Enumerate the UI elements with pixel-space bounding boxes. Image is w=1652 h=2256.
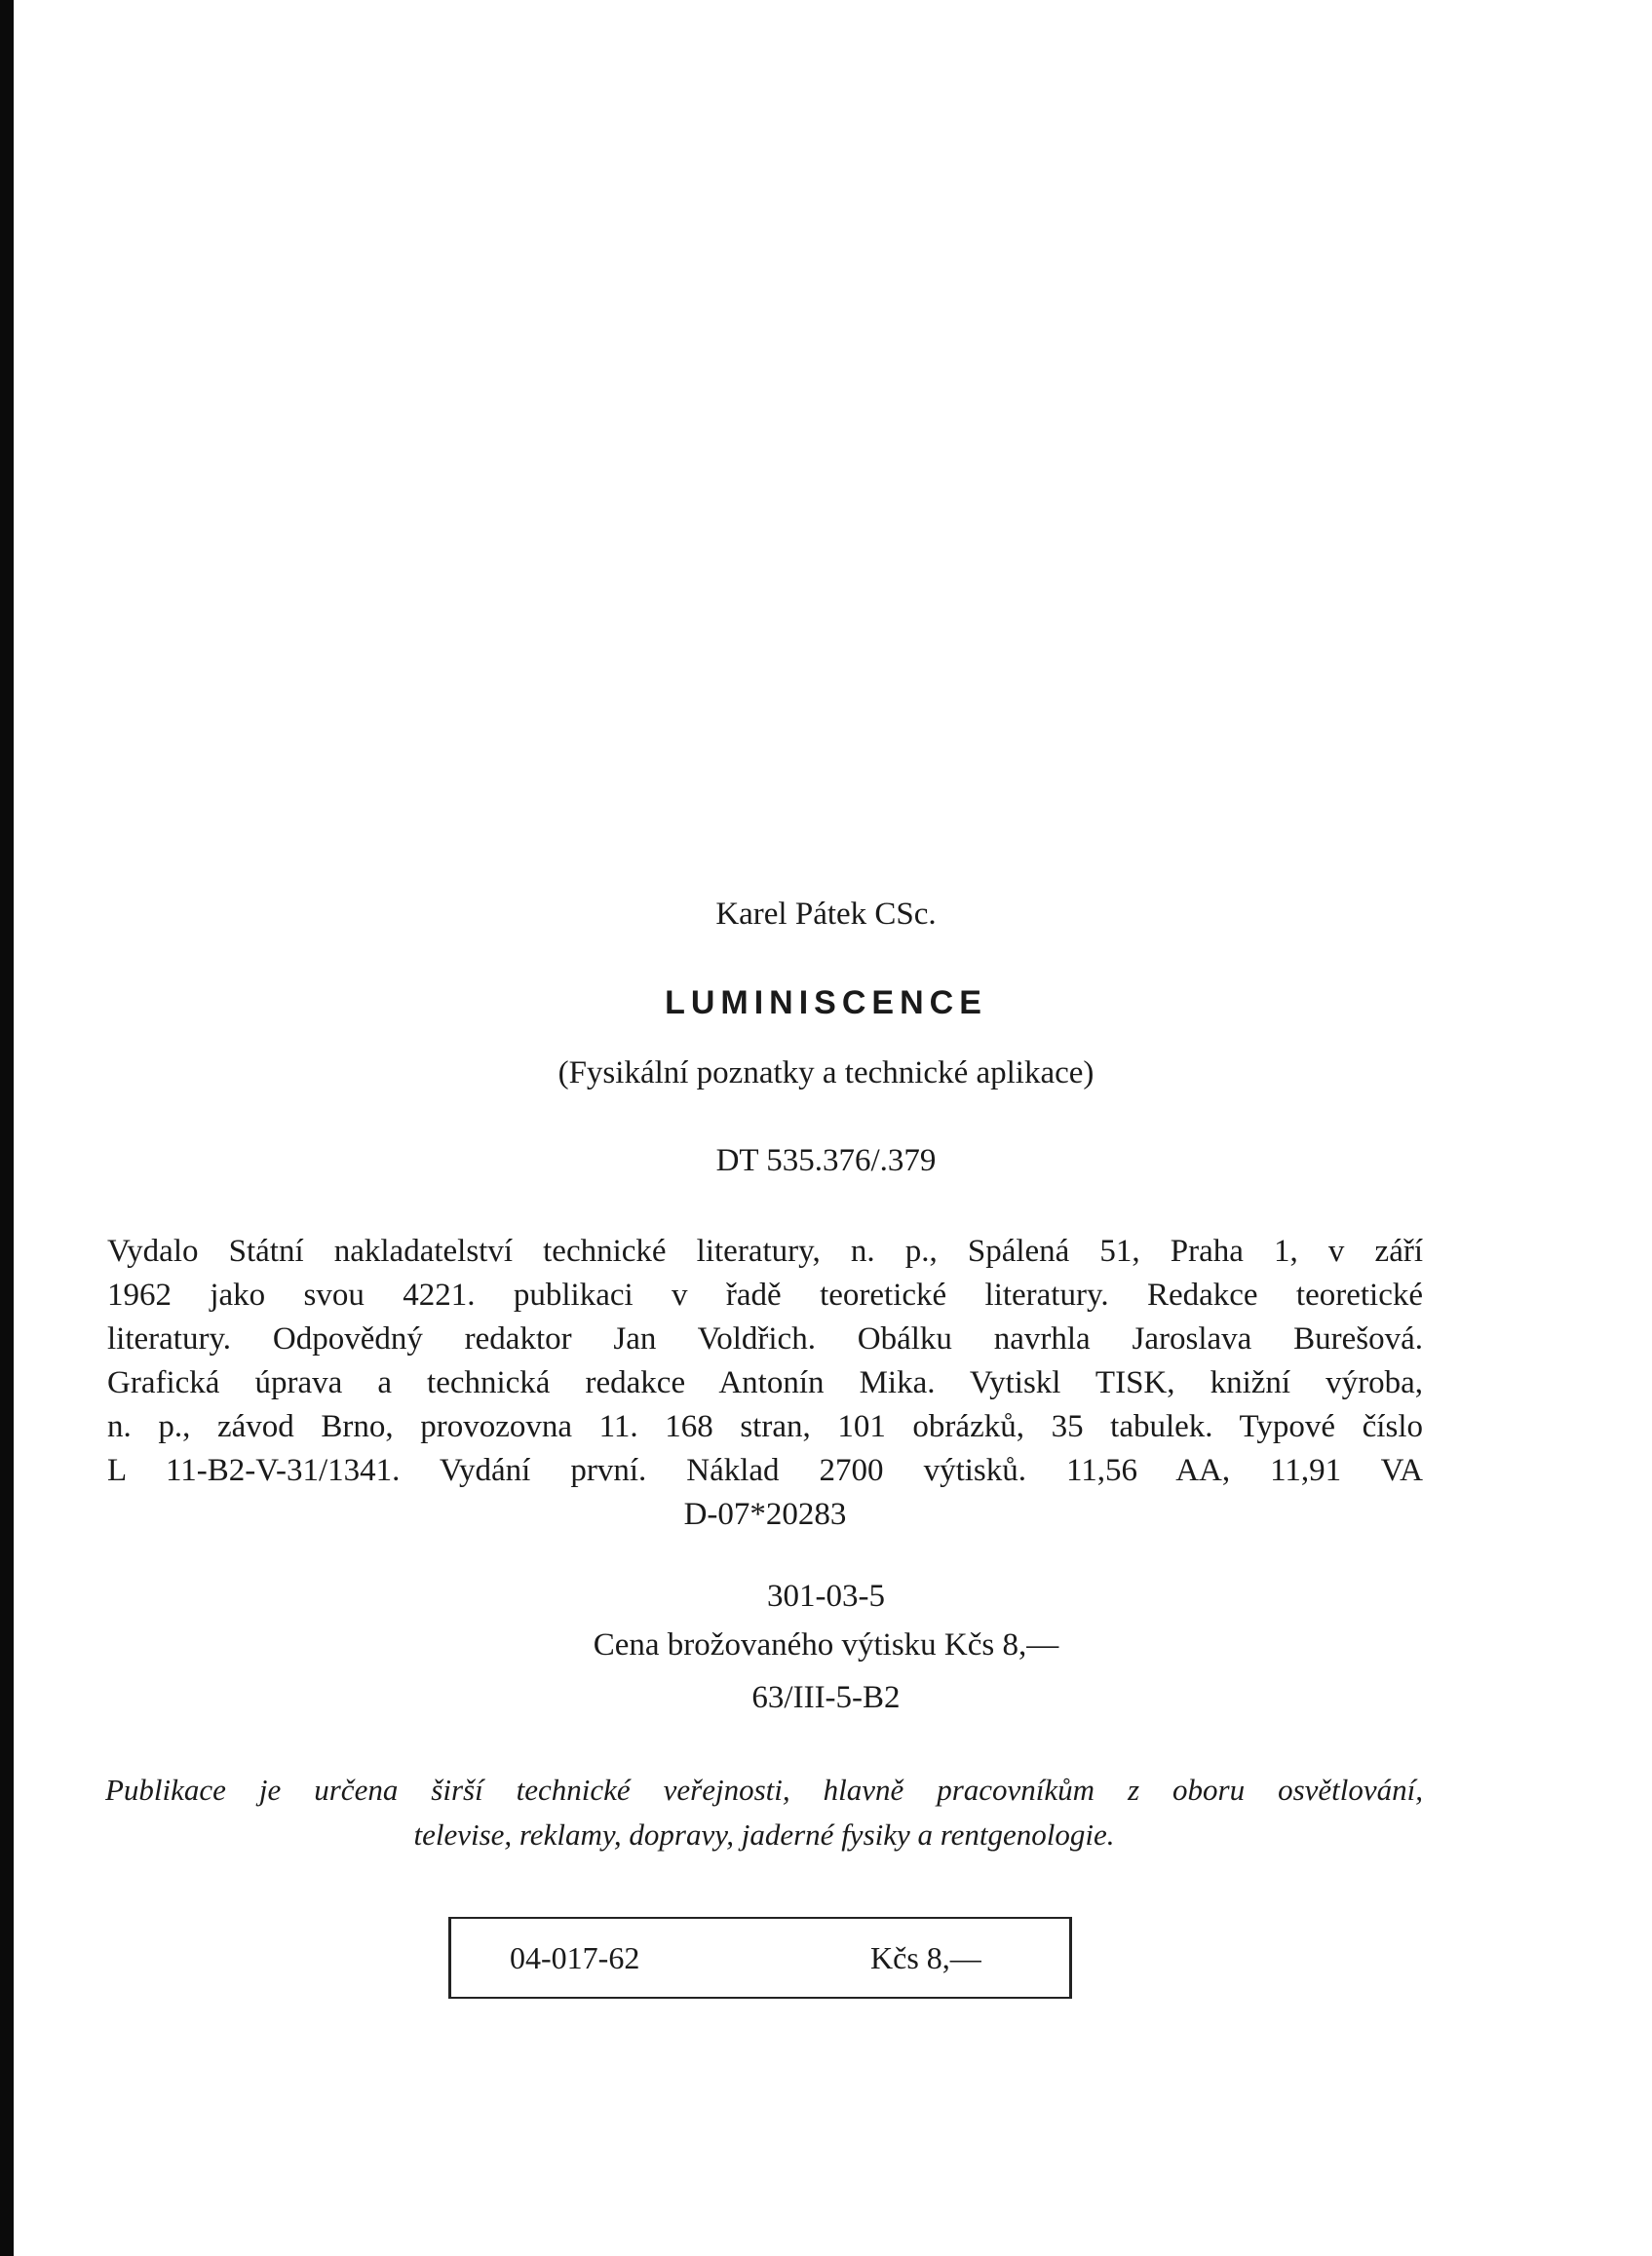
audience-line: televise, reklamy, dopravy, jaderné fysiky a rentgenologie. [413, 1817, 1115, 1852]
author-name: Karel Pátek CSc. [715, 897, 937, 932]
book-title: LUMINISCENCE [665, 984, 987, 1021]
series-code: 63/III-5-B2 [751, 1680, 901, 1715]
dt-classification: DT 535.376/.379 [715, 1143, 937, 1178]
audience-line: Publikace je určena širší technické veřejnosti, hlavně pracovníkům z oboru osvětlování, [105, 1773, 1423, 1807]
book-subtitle: (Fysikální poznatky a technické aplikace) [557, 1055, 1095, 1090]
audience-note [105, 1768, 1423, 1857]
price-box-code: 04-017-62 [510, 1940, 640, 1975]
catalog-code: 301-03-5 [767, 1579, 885, 1614]
imprint-line: n. p., závod Brno, provozovna 11. 168 stran, 101 obrázků, 35 tabulek. Typové číslo [107, 1409, 1423, 1444]
imprint-line: literatury. Odpovědný redaktor Jan Voldřich. Obálku navrhla Jaroslava Burešová. [107, 1321, 1423, 1357]
imprint-line: D-07*20283 [683, 1497, 847, 1532]
imprint-line: Grafická úprava a technická redakce Antonín Mika. Vytiskl TISK, knižní výroba, [107, 1365, 1423, 1400]
imprint-line: 1962 jako svou 4221. publikaci v řadě teoretické literatury. Redakce teoretické [107, 1278, 1423, 1313]
imprint-paragraph [107, 1230, 1423, 1537]
imprint-line: Vydalo Státní nakladatelství technické literatury, n. p., Spálená 51, Praha 1, v září [107, 1234, 1423, 1269]
price-line: Cena brožovaného výtisku Kčs 8,— [593, 1627, 1059, 1663]
imprint-line: L 11-B2-V-31/1341. Vydání první. Náklad 2700 výtisků. 11,56 AA, 11,91 VA [107, 1453, 1423, 1488]
scan-left-edge [0, 0, 14, 2256]
price-box-price: Kčs 8,— [870, 1940, 981, 1975]
price-box [448, 1917, 1072, 1999]
